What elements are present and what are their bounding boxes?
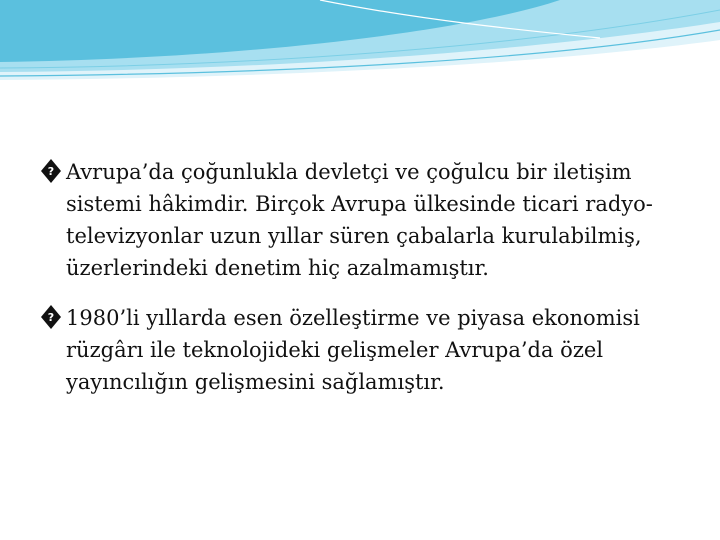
svg-text:?: ?	[47, 311, 55, 324]
slide-body	[40, 156, 700, 416]
bullet-item	[40, 156, 700, 284]
bullet-text: Avrupa’da çoğunlukla devletçi ve çoğulcu bir iletişim sistemi hâkimdir. Birçok Avrupa ülkesinde ticari radyo-televizyonlar uzun yıllar süren çabalarla kurulabilmiş, üzerlerindeki denetim hiç azalmamıştır.	[66, 160, 653, 280]
missing-glyph-icon	[40, 304, 62, 330]
bullet-text: 1980’li yıllarda esen özelleştirme ve piyasa ekonomisi rüzgârı ile teknolojideki gelişmeler Avrupa’da özel yayıncılığın gelişmesini sağlamıştır.	[66, 306, 640, 394]
header-wave-decoration	[0, 0, 720, 90]
svg-text:?: ?	[47, 165, 55, 178]
bullet-item	[40, 302, 700, 398]
missing-glyph-icon	[40, 158, 62, 184]
